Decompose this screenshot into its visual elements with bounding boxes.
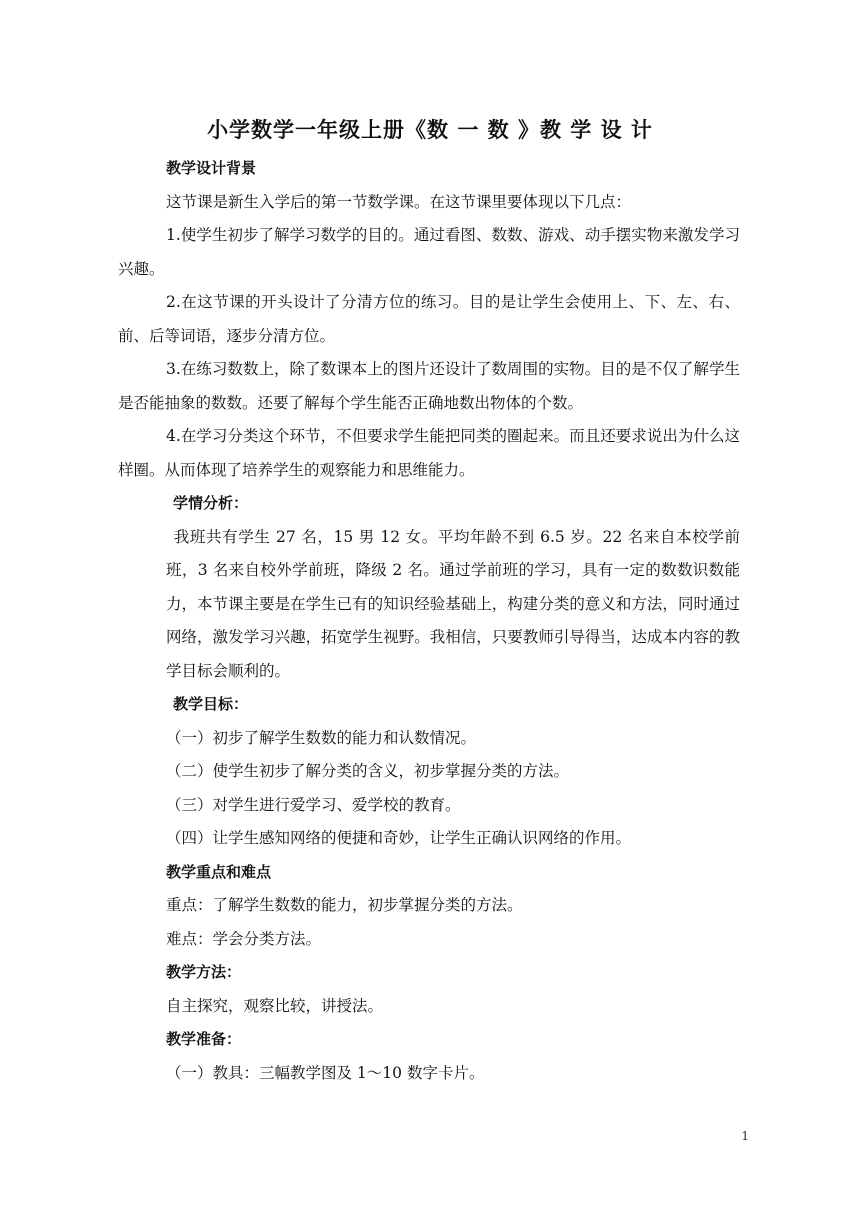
objective-item-3: （三）对学生进行爱学习、爱学校的教育。: [166, 795, 461, 814]
key-point-focus: 重点：了解学生数数的能力，初步掌握分类的方法。: [166, 896, 523, 914]
section-heading-methods: 教学方法：: [166, 963, 242, 981]
background-item-3: 3.在练习数数上，除了数课本上的图片还设计了数周围的实物。目的是不仅了解学生是否能抽象的数数。还要了解每个学生能否正确地数出物体的个数。: [118, 360, 740, 412]
methods-text: 自主探究，观察比较，讲授法。: [166, 996, 384, 1015]
objective-item-4: （四）让学生感知网络的便捷和奇妙，让学生正确认识网络的作用。: [166, 829, 632, 847]
section-heading-objectives: 教学目标：: [173, 695, 249, 713]
key-point-difficulty: 难点：学会分类方法。: [166, 929, 322, 948]
document-body: [118, 152, 740, 1090]
section-heading-preparation: 教学准备：: [166, 1030, 242, 1048]
section-heading-key-points: 教学重点和难点: [166, 862, 272, 881]
background-item-2: 2.在这节课的开头设计了分清方位的练习。目的是让学生会使用上、下、左、右、前、后等词语，逐步分清方位。: [118, 293, 740, 345]
objective-item-1: （一）初步了解学生数数的能力和认数情况。: [166, 728, 477, 747]
page-number: 1: [741, 1129, 749, 1143]
section-heading-background: 教学设计背景: [166, 159, 257, 177]
preparation-item-1: （一）教具：三幅教学图及 1～10 数字卡片。: [166, 1063, 485, 1082]
document-title: 小学数学一年级上册《数 一 数 》教 学 设 计: [207, 118, 653, 142]
section-heading-analysis: 学情分析：: [173, 494, 249, 512]
objective-item-2: （二）使学生初步了解分类的含义，初步掌握分类的方法。: [166, 762, 570, 780]
analysis-text: 我班共有学生 27 名，15 男 12 女。平均年龄不到 6.5 岁。22 名来自本校学前班，3 名来自校外学前班，降级 2 名。通过学前班的学习，具有一定的数数识数能力，本节课主要是在学生已有的知识经验基础上，构建分类的意义和方法，同时通过网络，激发学习兴趣，拓宽学生视野。我相信，只要教师引导得当，达成本内容的教学目标会顺利的。: [166, 527, 740, 680]
background-intro: 这节课是新生入学后的第一节数学课。在这节课里要体现以下几点：: [166, 192, 632, 211]
background-item-4: 4.在学习分类这个环节，不但要求学生能把同类的圈起来。而且还要求说出为什么这样圈。从而体现了培养学生的观察能力和思维能力。: [118, 427, 740, 479]
background-item-1: 1.使学生初步了解学习数学的目的。通过看图、数数、游戏、动手摆实物来激发学习兴趣。: [118, 226, 740, 278]
